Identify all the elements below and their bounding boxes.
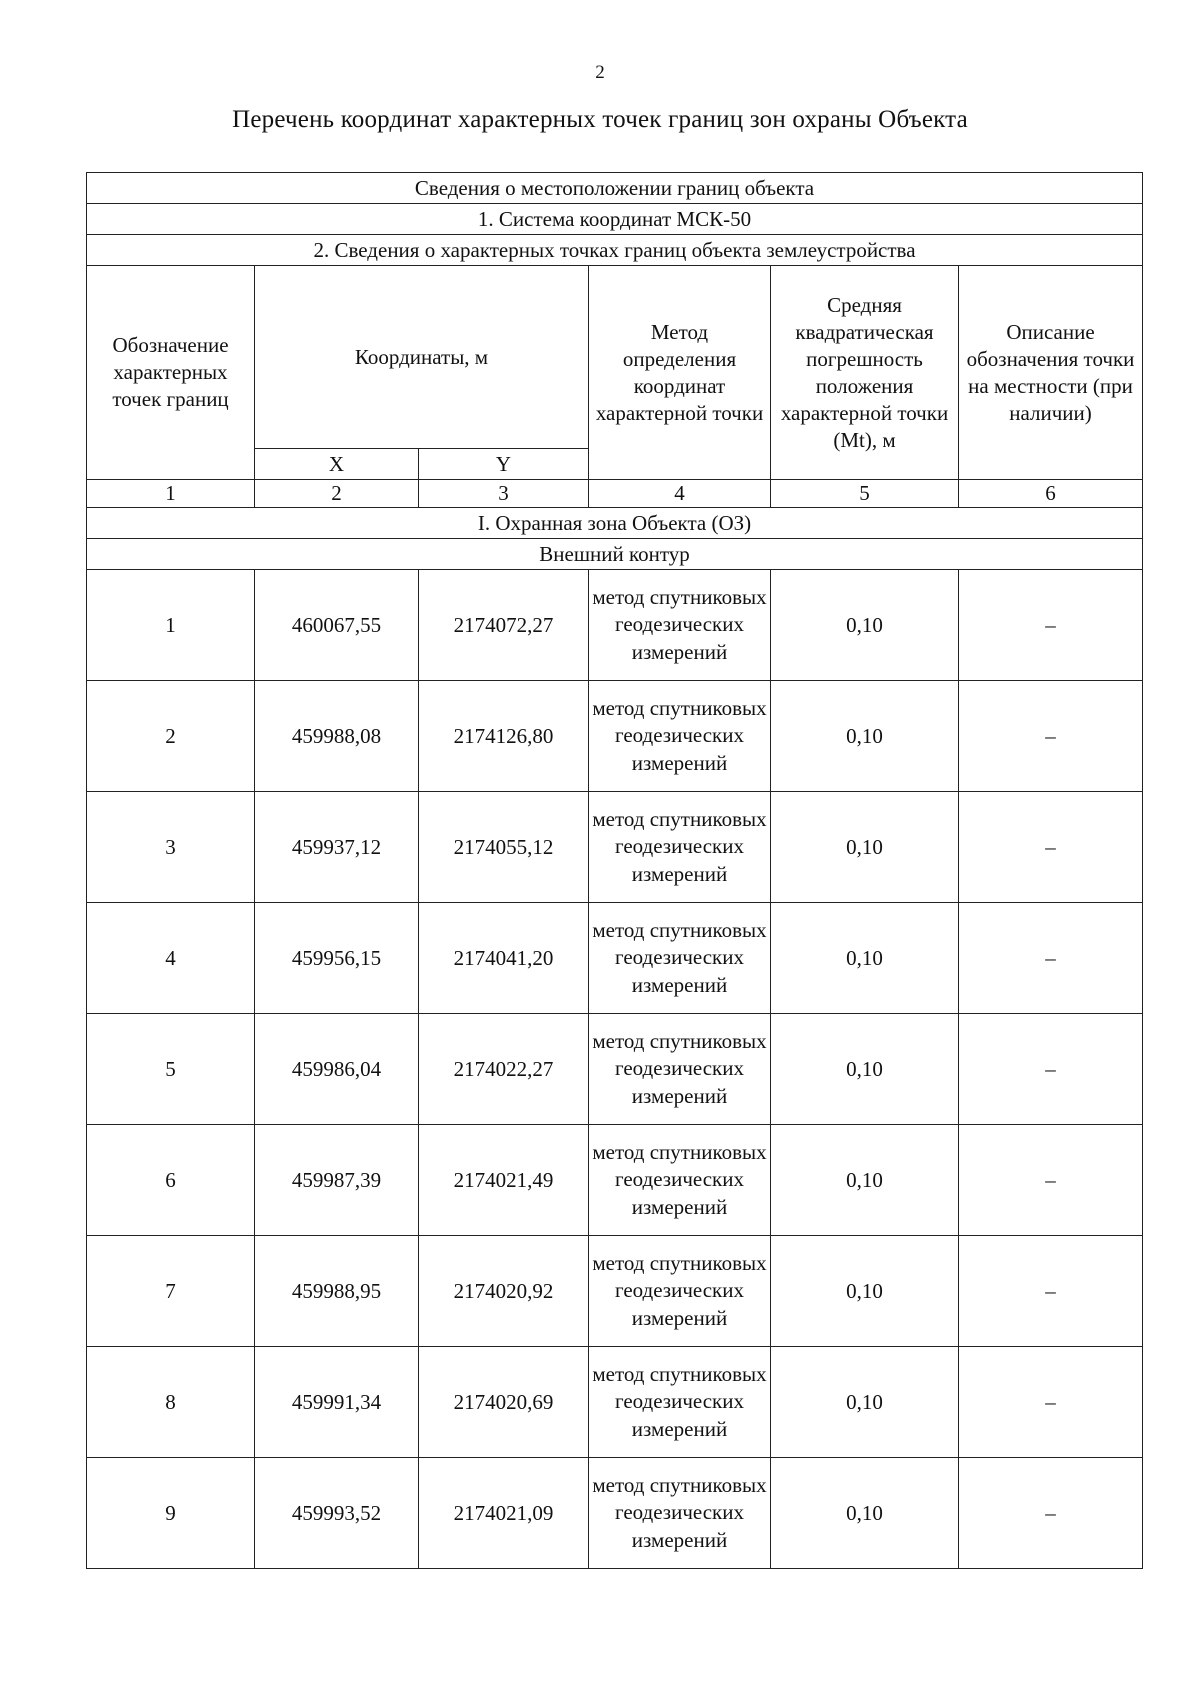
coord-y: 2174021,49 xyxy=(419,1125,589,1236)
contour-title: Внешний контур xyxy=(87,539,1143,570)
table-row xyxy=(87,903,1143,1014)
point-number: 8 xyxy=(87,1347,255,1458)
method: метод спутниковых геодезических измерений xyxy=(589,570,771,681)
point-number: 2 xyxy=(87,681,255,792)
coord-x: 459988,95 xyxy=(255,1236,419,1347)
table-row xyxy=(87,1014,1143,1125)
page-number: 2 xyxy=(595,62,605,83)
column-number: 6 xyxy=(959,480,1143,508)
section-header-row xyxy=(87,173,1143,204)
method: метод спутниковых геодезических измерений xyxy=(589,1236,771,1347)
method: метод спутниковых геодезических измерений xyxy=(589,681,771,792)
table-row xyxy=(87,792,1143,903)
coord-x: 460067,55 xyxy=(255,570,419,681)
error-mt: 0,10 xyxy=(771,1236,959,1347)
document-title: Перечень координат характерных точек границ зон охраны Объекта xyxy=(232,106,968,133)
point-description: – xyxy=(959,570,1143,681)
table-row xyxy=(87,1347,1143,1458)
col-header-x: X xyxy=(255,449,419,480)
method: метод спутниковых геодезических измерений xyxy=(589,1347,771,1458)
column-number: 4 xyxy=(589,480,771,508)
error-mt: 0,10 xyxy=(771,1458,959,1569)
table-row xyxy=(87,1458,1143,1569)
point-number: 6 xyxy=(87,1125,255,1236)
coord-y: 2174041,20 xyxy=(419,903,589,1014)
method: метод спутниковых геодезических измерений xyxy=(589,1125,771,1236)
coord-x: 459993,52 xyxy=(255,1458,419,1569)
coord-y: 2174021,09 xyxy=(419,1458,589,1569)
section-header: Сведения о местоположении границ объекта xyxy=(87,173,1143,204)
col-header-error: Средняя квадратическая погрешность положения характерной точки (Mt), м xyxy=(771,266,959,480)
coord-system: 1. Система координат МСК-50 xyxy=(87,204,1143,235)
col-header-coordinates: Координаты, м xyxy=(255,266,589,449)
coord-x: 459991,34 xyxy=(255,1347,419,1458)
error-mt: 0,10 xyxy=(771,792,959,903)
points-header-row xyxy=(87,235,1143,266)
point-description: – xyxy=(959,1458,1143,1569)
point-number: 1 xyxy=(87,570,255,681)
table-row xyxy=(87,1236,1143,1347)
point-description: – xyxy=(959,681,1143,792)
coord-x: 459987,39 xyxy=(255,1125,419,1236)
coord-y: 2174020,69 xyxy=(419,1347,589,1458)
error-mt: 0,10 xyxy=(771,1014,959,1125)
point-description: – xyxy=(959,903,1143,1014)
point-number: 3 xyxy=(87,792,255,903)
coord-y: 2174126,80 xyxy=(419,681,589,792)
coord-x: 459937,12 xyxy=(255,792,419,903)
column-number: 3 xyxy=(419,480,589,508)
point-description: – xyxy=(959,1347,1143,1458)
col-header-designation: Обозначение характерных точек границ xyxy=(87,266,255,480)
coord-y: 2174020,92 xyxy=(419,1236,589,1347)
zone-title-row xyxy=(87,508,1143,539)
point-description: – xyxy=(959,792,1143,903)
point-description: – xyxy=(959,1125,1143,1236)
coord-x: 459988,08 xyxy=(255,681,419,792)
error-mt: 0,10 xyxy=(771,1125,959,1236)
point-number: 7 xyxy=(87,1236,255,1347)
error-mt: 0,10 xyxy=(771,681,959,792)
error-mt: 0,10 xyxy=(771,1347,959,1458)
coord-y: 2174055,12 xyxy=(419,792,589,903)
point-number: 4 xyxy=(87,903,255,1014)
point-description: – xyxy=(959,1014,1143,1125)
col-header-method: Метод определения координат характерной точки xyxy=(589,266,771,480)
point-description: – xyxy=(959,1236,1143,1347)
col-header-description: Описание обозначения точки на местности (при наличии) xyxy=(959,266,1143,480)
point-number: 5 xyxy=(87,1014,255,1125)
column-number: 1 xyxy=(87,480,255,508)
error-mt: 0,10 xyxy=(771,570,959,681)
method: метод спутниковых геодезических измерений xyxy=(589,1458,771,1569)
point-number: 9 xyxy=(87,1458,255,1569)
coord-y: 2174072,27 xyxy=(419,570,589,681)
column-number: 5 xyxy=(771,480,959,508)
column-header-row xyxy=(87,266,1143,449)
method: метод спутниковых геодезических измерений xyxy=(589,1014,771,1125)
method: метод спутниковых геодезических измерений xyxy=(589,903,771,1014)
column-numbers-row xyxy=(87,480,1143,508)
coord-x: 459986,04 xyxy=(255,1014,419,1125)
method: метод спутниковых геодезических измерений xyxy=(589,792,771,903)
coord-y: 2174022,27 xyxy=(419,1014,589,1125)
table-row xyxy=(87,570,1143,681)
table-row xyxy=(87,1125,1143,1236)
zone-title: I. Охранная зона Объекта (ОЗ) xyxy=(87,508,1143,539)
points-header: 2. Сведения о характерных точках границ объекта землеустройства xyxy=(87,235,1143,266)
column-number: 2 xyxy=(255,480,419,508)
coord-x: 459956,15 xyxy=(255,903,419,1014)
coord-system-row xyxy=(87,204,1143,235)
error-mt: 0,10 xyxy=(771,903,959,1014)
coordinates-table xyxy=(86,172,1143,1569)
col-header-y: Y xyxy=(419,449,589,480)
contour-title-row xyxy=(87,539,1143,570)
table-row xyxy=(87,681,1143,792)
